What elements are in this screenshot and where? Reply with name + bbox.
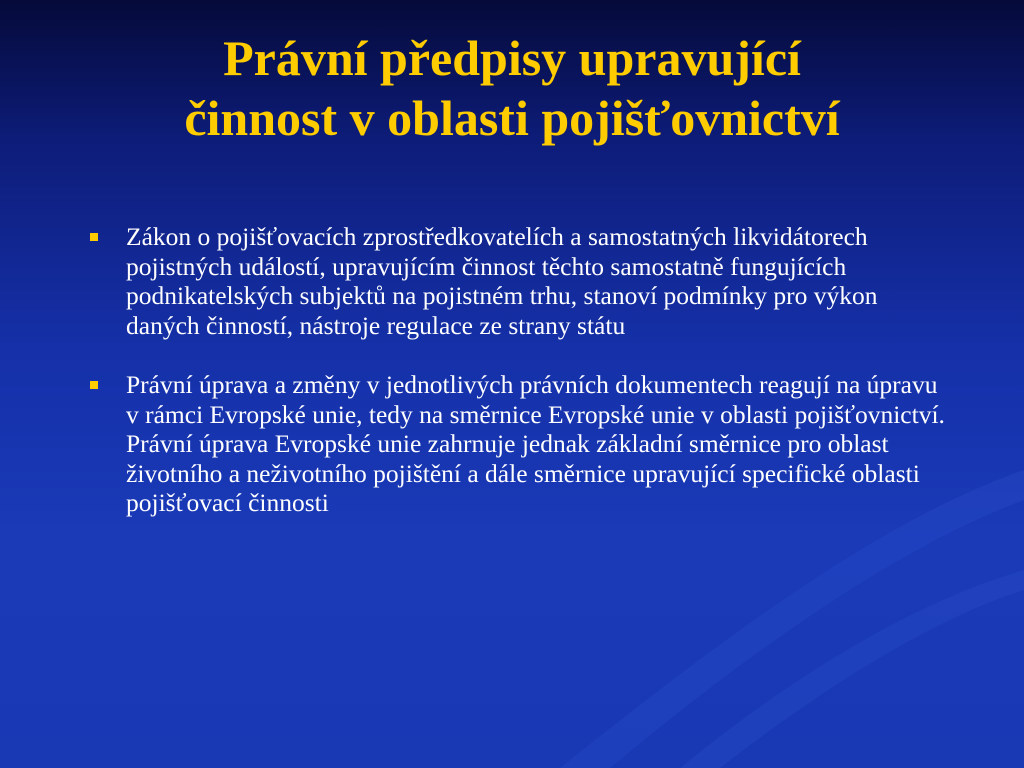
- bullet-item-1: [88, 222, 948, 340]
- slide-title-line-1: Právní předpisy upravující: [223, 30, 801, 86]
- bullet-item-2: [88, 370, 948, 518]
- square-bullet-icon: [90, 381, 98, 389]
- slide-title: [40, 28, 984, 148]
- slide-title-line-2: činnost v oblasti pojišťovnictví: [184, 90, 840, 146]
- bullet-text-1: Zákon o pojišťovacích zprostředkovatelích a samostatných likvidátorech pojistných událostí, upravujícím činnost těchto samostatně fungujících podnikatelských subjektů na pojistném trhu, stanoví podmínky pro výkon daných činností, nástroje regulace ze strany státu: [126, 222, 878, 340]
- bullet-list: [88, 222, 948, 548]
- square-bullet-icon: [90, 233, 98, 241]
- bullet-text-2: Právní úprava a změny v jednotlivých právních dokumentech reagují na úpravu v rámci Evropské unie, tedy na směrnice Evropské unie v oblasti pojišťovnictví. Právní úprava Evropské unie zahrnuje jednak základní směrnice pro oblast životního a neživotního pojištění a dále směrnice upravující specifické oblasti pojišťovací činnosti: [126, 370, 945, 517]
